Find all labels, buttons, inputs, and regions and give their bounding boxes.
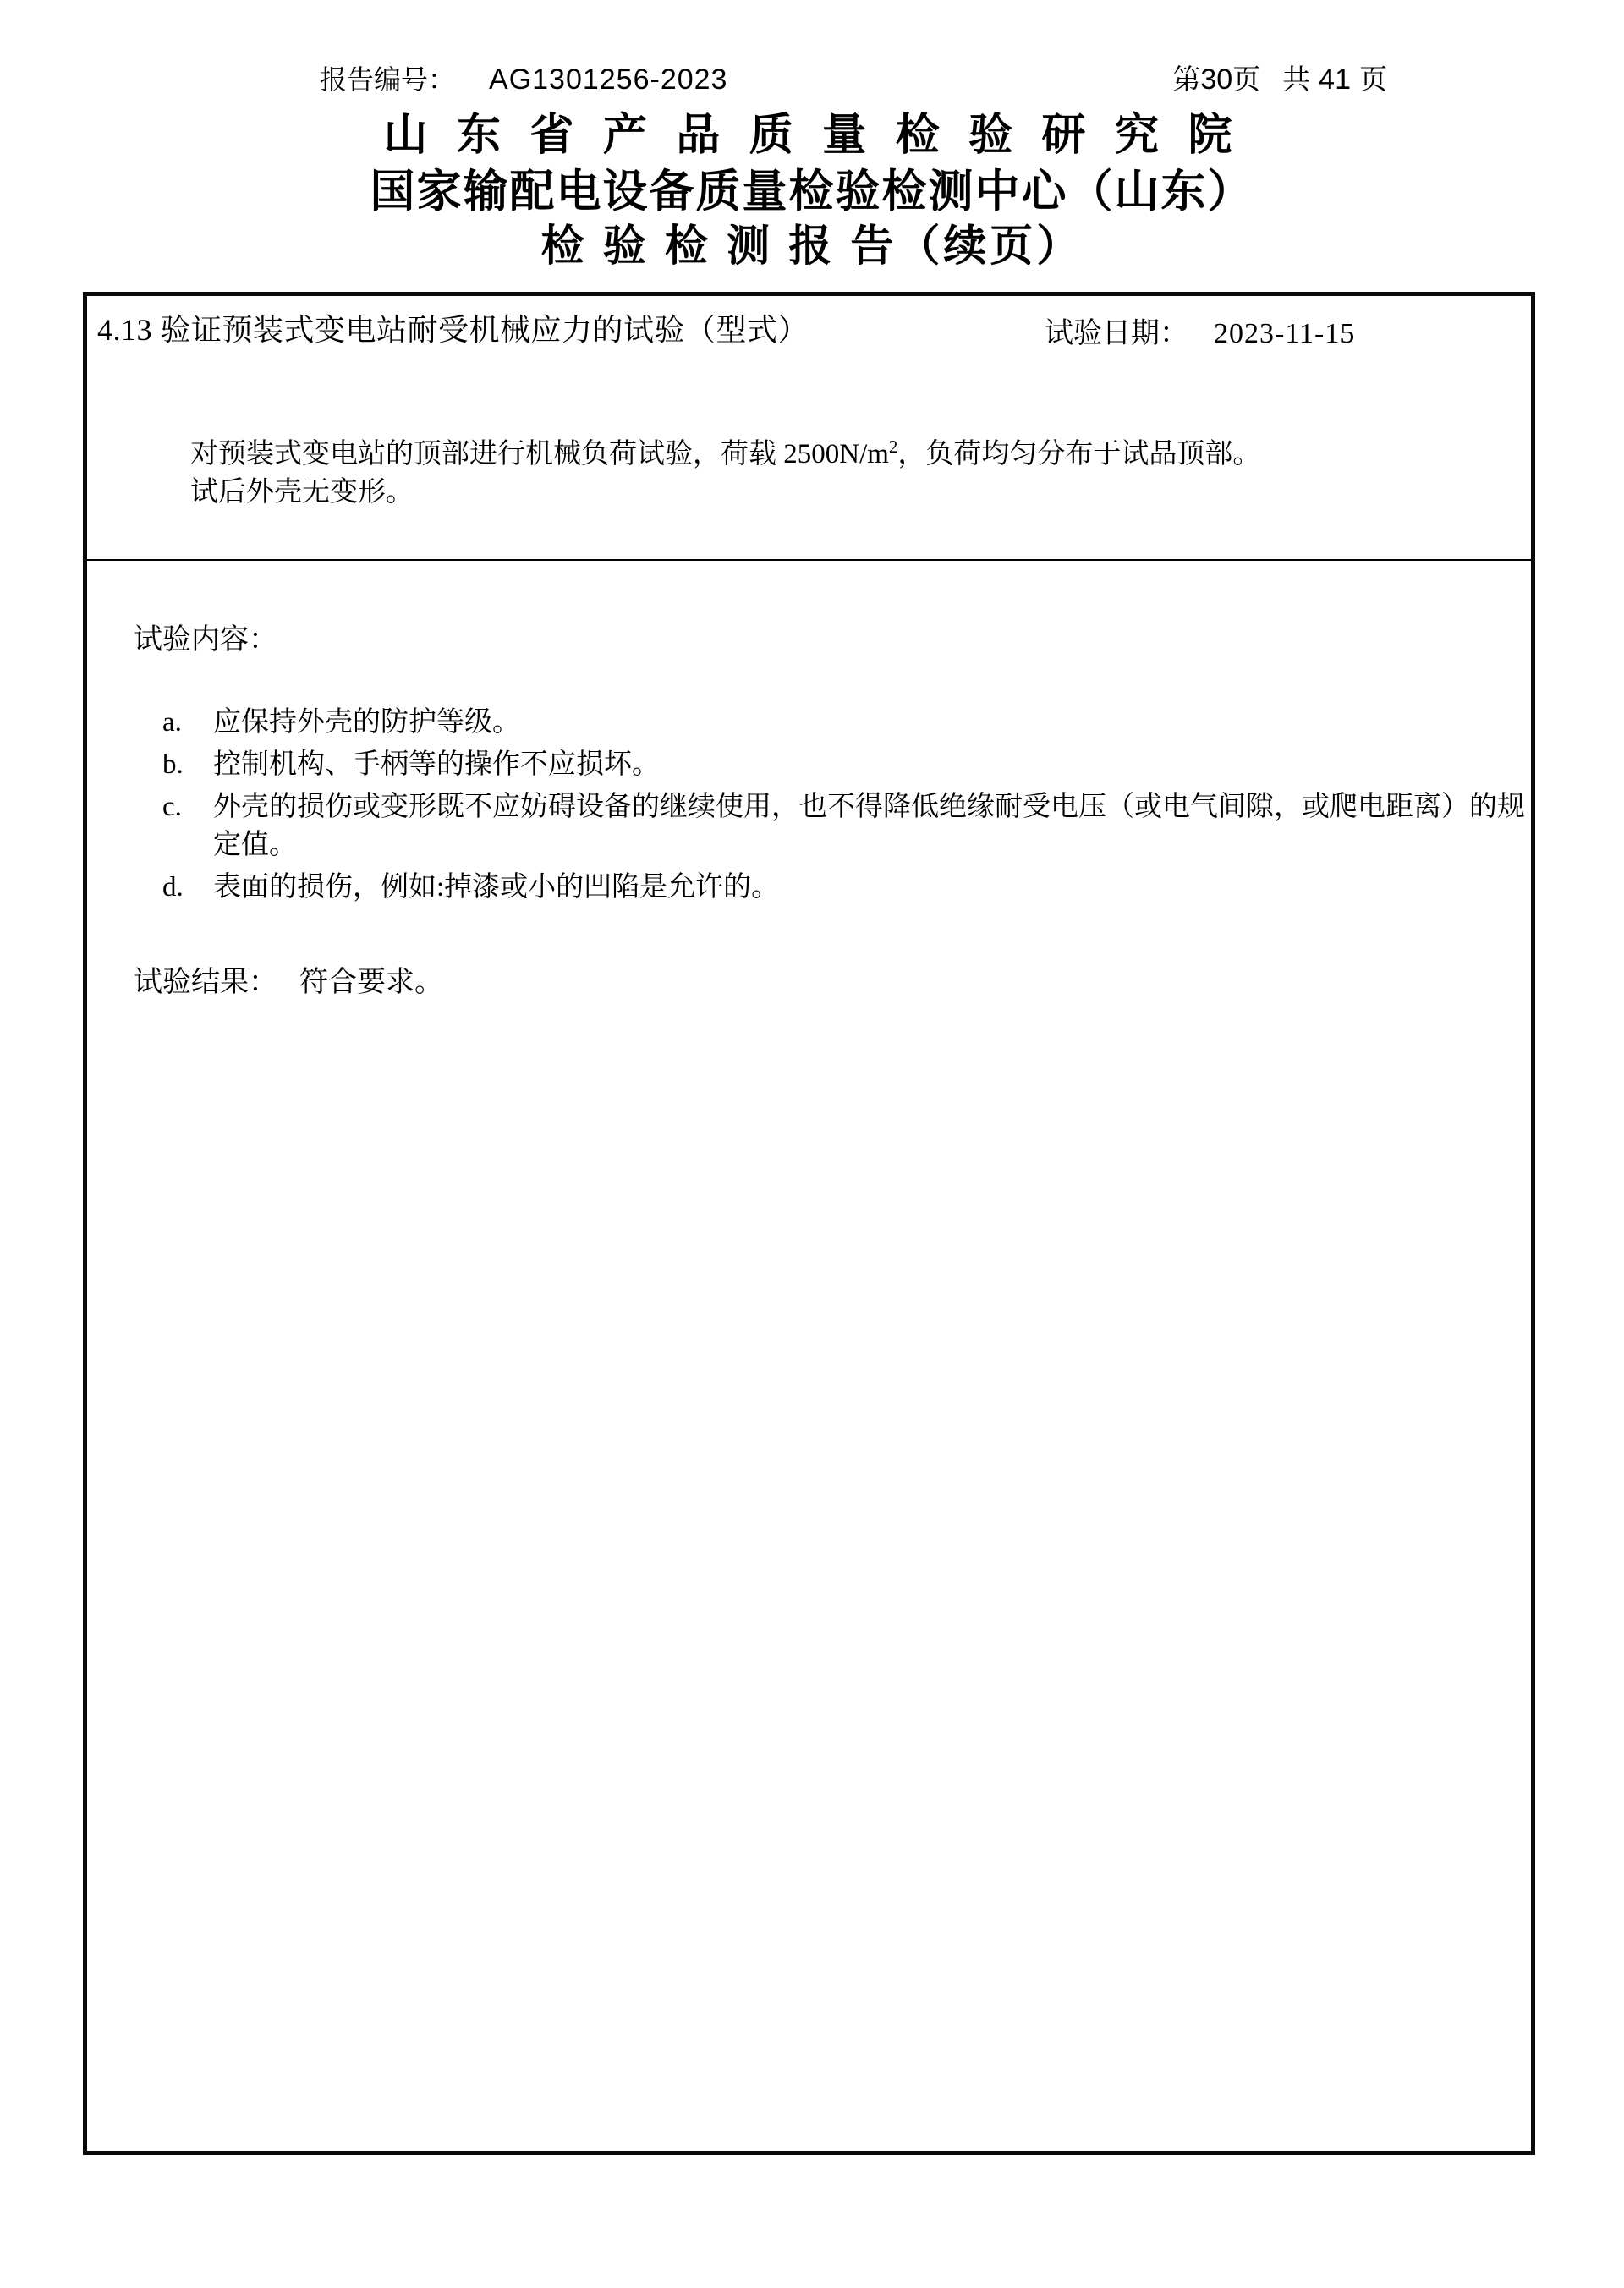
report-title: 检 验 检 测 报 告（续页）	[540, 222, 1084, 270]
page-total-label: 共	[1282, 65, 1311, 96]
summary-text-cont: ，负荷均匀分布于试品顶部。	[897, 439, 1261, 469]
list-item	[162, 788, 1531, 864]
total-page-number: 41	[1319, 63, 1351, 96]
test-content-list	[162, 704, 1531, 911]
list-item-marker: a.	[162, 707, 182, 738]
report-number-label: 报告编号：	[320, 64, 456, 95]
list-item-marker: d.	[162, 872, 184, 903]
superscript-2: 2	[888, 436, 898, 457]
summary-text: 对预装式变电站的顶部进行机械负荷试验，荷载 2500N/m	[190, 439, 889, 469]
list-item-text: 外壳的损伤或变形既不应妨碍设备的继续使用，也不得降低绝缘耐受电压（或电气间隙，或爬电距离）的规定值。	[213, 792, 1525, 860]
section-divider	[87, 559, 1531, 561]
center-title: 国家输配电设备质量检验检测中心（山东）	[370, 167, 1254, 217]
test-result	[134, 958, 443, 1000]
list-item-marker: b.	[162, 749, 184, 780]
report-box	[83, 292, 1535, 2155]
list-item-text: 应保持外壳的防护等级。	[213, 707, 520, 738]
current-page-number: 30	[1200, 63, 1233, 96]
list-item-marker: c.	[162, 792, 182, 822]
page-header	[320, 58, 1387, 97]
page-indicator-suffix: 页	[1359, 65, 1387, 96]
organization-title: 山 东 省 产 品 质 量 检 验 研 究 院	[383, 111, 1241, 160]
title-block	[0, 111, 1624, 270]
test-date	[1045, 310, 1355, 351]
list-item-text: 表面的损伤，例如:掉漆或小的凹陷是允许的。	[213, 872, 780, 903]
list-item-text: 控制机构、手柄等的操作不应损坏。	[213, 749, 660, 780]
list-item	[162, 746, 1531, 784]
page-indicator-unit: 页	[1232, 65, 1261, 96]
summary-line-2: 试后外壳无变形。	[190, 477, 414, 508]
list-item	[162, 869, 1531, 907]
test-content-label: 试验内容：	[134, 624, 277, 656]
test-result-label: 试验结果：	[134, 967, 277, 998]
test-date-label: 试验日期：	[1045, 318, 1188, 349]
list-item	[162, 704, 1531, 742]
test-result-value: 符合要求。	[299, 967, 443, 998]
summary-line-1	[190, 436, 1518, 474]
section-title: 4.13 验证预装式变电站耐受机械应力的试验（型式）	[97, 313, 809, 347]
test-summary	[190, 436, 1518, 512]
report-number-value: AG1301256-2023	[489, 63, 728, 96]
test-date-value: 2023-11-15	[1214, 318, 1356, 349]
page-indicator	[1172, 58, 1387, 97]
page-indicator-prefix: 第	[1172, 65, 1201, 96]
report-number	[320, 58, 727, 97]
